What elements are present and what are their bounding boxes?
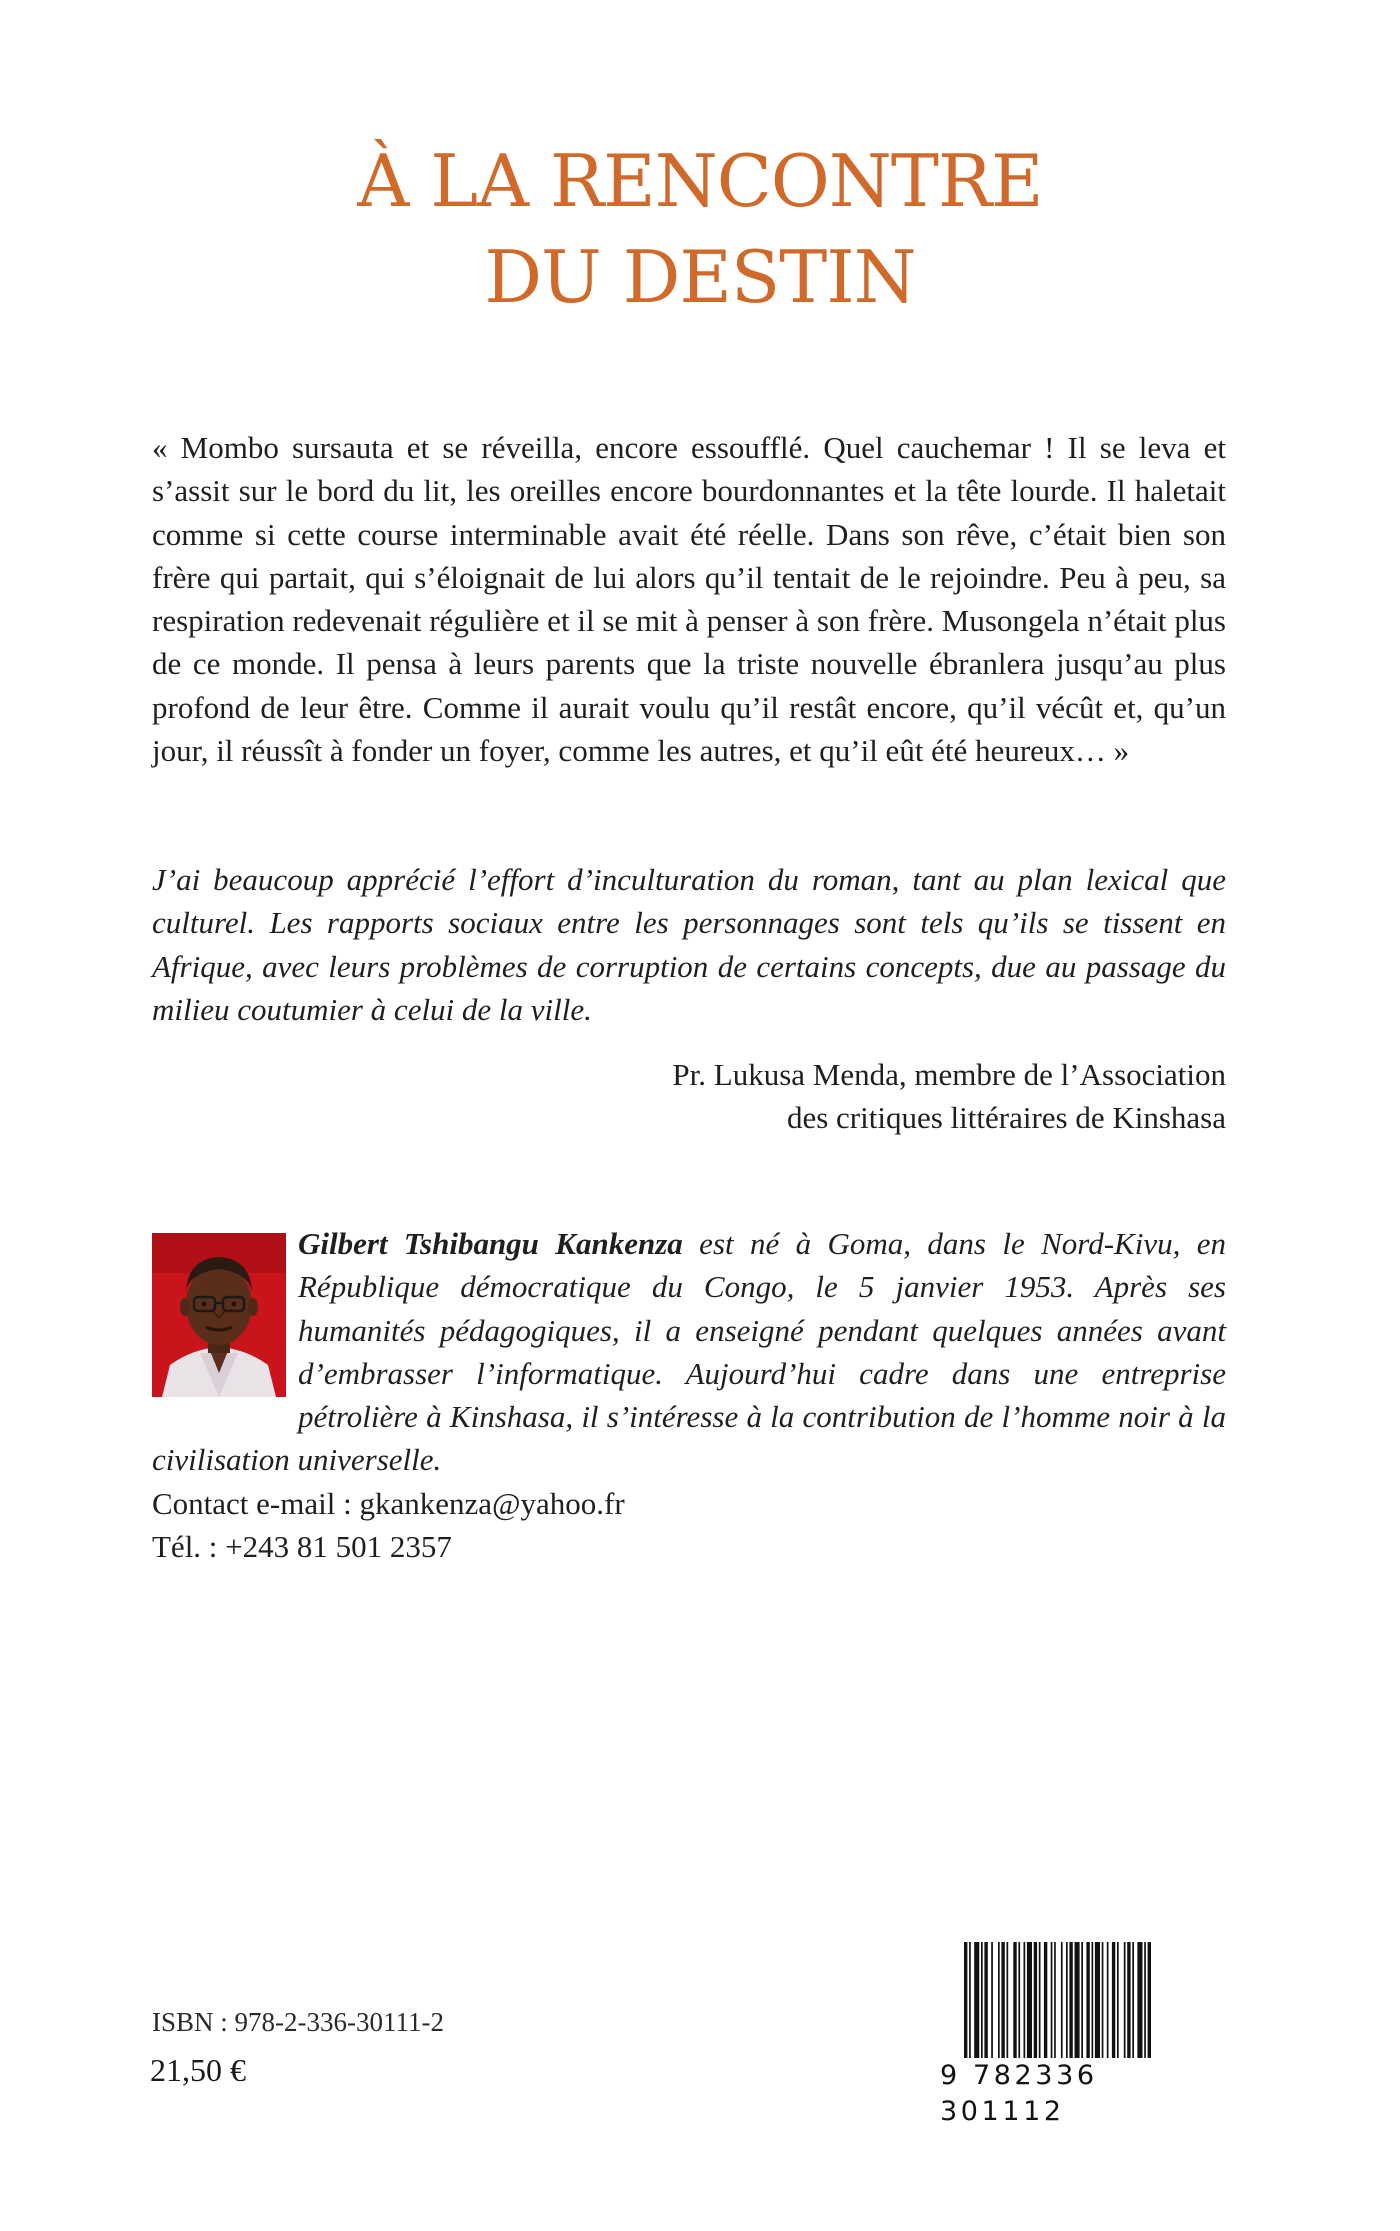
contact-email: Contact e-mail : gkankenza@yahoo.fr xyxy=(152,1486,625,1521)
barcode-number: 9 782336 301112 xyxy=(938,2058,1232,2130)
author-bio xyxy=(152,1222,1226,1482)
isbn-text: ISBN : 978-2-336-30111-2 xyxy=(152,2007,444,2037)
price-text: 21,50 € xyxy=(150,2052,246,2088)
critic-attribution xyxy=(326,1053,1226,1140)
author-photo xyxy=(152,1233,286,1397)
contact-phone: Tél. : +243 81 501 2357 xyxy=(152,1529,452,1565)
author-portrait-image xyxy=(152,1233,286,1397)
book-title xyxy=(0,133,1400,325)
book-title-line-2: DU DESTIN xyxy=(484,235,916,319)
author-bio-text: est né à Goma, dans le Nord-Kivu, en République démocratique du Congo, le 5 janvier 1953. Après ses humanités pédagogiques, il a enseigné pendant quelques années avant d’embrasser l’informatique. Aujourd’hui cadre dans une entreprise pétrolière à Kinshasa, il s’intéresse à la contribution de l’homme noir à la civilisation universelle. xyxy=(152,1226,1226,1478)
book-title-line-1: À LA RENCONTRE xyxy=(357,139,1043,223)
critic-quote: J’ai beaucoup apprécié l’effort d’inculturation du roman, tant au plan lexical que culturel. Les rapports sociaux entre les personnages sont tels qu’ils se tissent en Afrique, avec leurs problèmes de corruption de certains concepts, due au passage du milieu coutumier à celui de la ville. xyxy=(152,862,1226,1027)
author-name: Gilbert Tshibangu Kankenza xyxy=(298,1226,683,1261)
excerpt-paragraph: « Mombo sursauta et se réveilla, encore essoufflé. Quel cauchemar ! Il se leva et s’assit sur le bord du lit, les oreilles encore bourdonnantes et la tête lourde. Il haletait comme si cette course interminable avait été réelle. Dans son rêve, c’était bien son frère qui partait, qui s’éloignait de lui alors qu’il tentait de le rejoindre. Peu à peu, sa respiration redevenait régulière et il se mit à penser à son frère. Musongela n’était plus de ce monde. Il pensa à leurs parents que la triste nouvelle ébranlera jusqu’au plus profond de leur être. Comme il aurait voulu qu’il restât encore, qu’il vécût et, qu’un jour, il réussît à fonder un foyer, comme les autres, et qu’il eût été heureux… » xyxy=(152,430,1226,769)
contact-block xyxy=(152,1482,625,1569)
attribution-line-1: Pr. Lukusa Menda, membre de l’Association xyxy=(672,1057,1226,1092)
attribution-line-2: des critiques littéraires de Kinshasa xyxy=(786,1100,1226,1136)
